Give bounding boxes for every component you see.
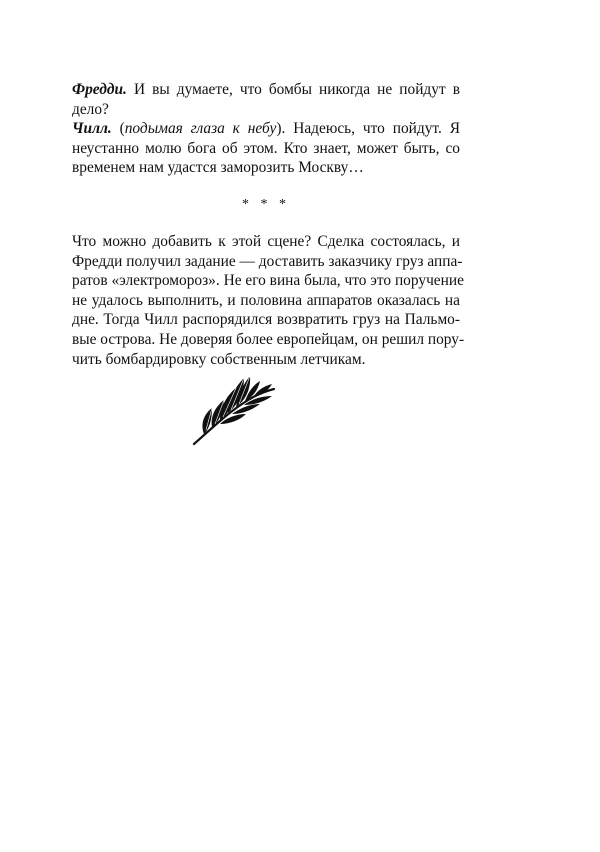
narration-line: не удалось выполнить, и половина аппаратов оказалась на — [72, 291, 460, 309]
narration-line: ратов «электромороз». Не его вина была, что это поручение — [72, 272, 464, 290]
narration-line: вые острова. Не доверяя более европейцам, он решил пору- — [72, 330, 465, 348]
dialogue-freddie — [72, 80, 460, 119]
page-body — [72, 80, 465, 369]
dialogue-chill — [72, 119, 460, 178]
laurel-branch-icon — [190, 372, 278, 448]
freddie-line-2: дело? — [72, 100, 109, 118]
narration-line: Фредди получил задание — доставить заказчику груз аппа- — [72, 252, 463, 270]
chill-line-3: временем нам удастся заморозить Москву… — [72, 159, 364, 177]
narration-line: Что можно добавить к этой сцене? Сделка состоялась, и — [72, 232, 460, 250]
section-separator: * * * — [242, 196, 290, 212]
speaker-chill: Чилл. — [72, 120, 112, 138]
stage-direction: подымая глаза к небу — [124, 120, 277, 138]
chill-line-2: неустанно молю бога об этом. Кто знает, может быть, со — [72, 139, 460, 157]
chill-open-paren: ( — [111, 120, 125, 138]
freddie-line-1: И вы думаете, что бомбы никогда не пойдут в — [126, 81, 460, 98]
narration-line: чить бомбардировку собственным летчикам. — [72, 350, 366, 368]
narration — [72, 232, 465, 369]
speaker-freddie: Фредди. — [72, 81, 127, 98]
narration-line: дне. Тогда Чилл распорядился возвратить груз на Пальмо- — [72, 311, 460, 329]
chill-line-1: ). Надеюсь, что пойдут. Я — [276, 120, 460, 138]
